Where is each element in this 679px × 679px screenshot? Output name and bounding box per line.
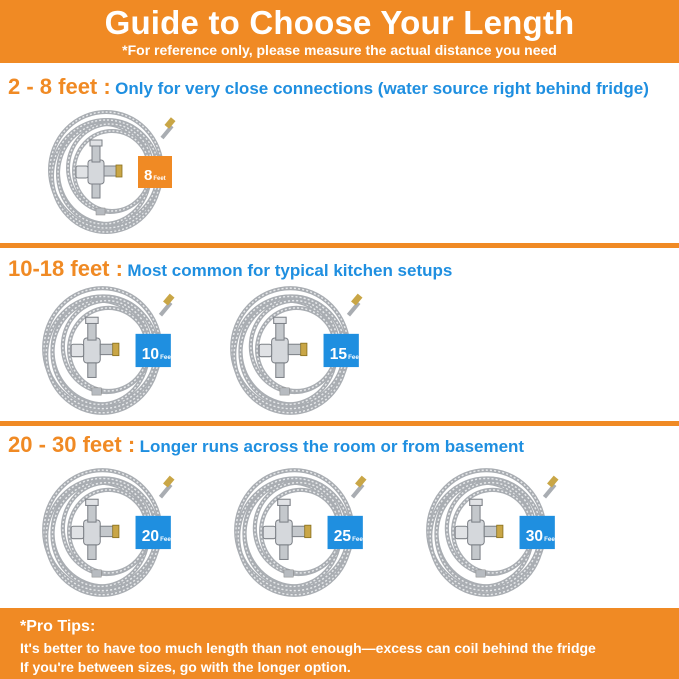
length-unit: Feet <box>352 535 365 543</box>
length-unit: Feet <box>153 176 166 182</box>
braided-hose-coil-icon <box>232 466 367 601</box>
tee-valve-icon <box>76 140 122 198</box>
tee-valve-icon <box>71 317 119 377</box>
section-heading-20-30 <box>8 432 524 458</box>
length-tag <box>136 334 173 367</box>
tee-valve-icon <box>263 499 311 559</box>
length-value: 8 <box>144 167 153 184</box>
length-tag <box>136 516 173 549</box>
length-value: 20 <box>141 527 160 545</box>
length-tag <box>520 516 557 549</box>
length-unit: Feet <box>544 535 557 543</box>
length-value: 25 <box>333 527 352 545</box>
length-tag <box>324 334 361 367</box>
length-unit: Feet <box>160 535 173 543</box>
length-value: 15 <box>329 345 348 363</box>
length-unit: Feet <box>160 353 173 361</box>
braided-hose-coil-icon <box>40 284 175 419</box>
braided-hose-coil-icon <box>228 284 363 419</box>
section-description: Most common for typical kitchen setups <box>127 261 453 280</box>
section-range: 2 - 8 feet : <box>8 74 111 99</box>
section-description: Only for very close connections (water source right behind fridge) <box>115 79 649 98</box>
page-subtitle: *For reference only, please measure the actual distance you need <box>122 42 557 58</box>
tee-valve-icon <box>71 499 119 559</box>
tee-valve-icon <box>259 317 307 377</box>
length-tag <box>328 516 365 549</box>
pro-tips-title: *Pro Tips: <box>20 618 96 635</box>
section-heading-10-18 <box>8 256 452 282</box>
length-value: 30 <box>525 527 544 545</box>
pro-tip: It's better to have too much length than not enough—excess can coil behind the fridge <box>20 640 596 656</box>
tee-valve-icon <box>455 499 503 559</box>
length-unit: Feet <box>348 353 361 361</box>
page-title: Guide to Choose Your Length <box>104 4 575 41</box>
length-value: 10 <box>141 345 160 363</box>
section-divider <box>0 243 679 248</box>
braided-hose-coil-icon <box>46 108 176 238</box>
pro-tips-banner <box>0 608 679 679</box>
pro-tip: If you're between sizes, go with the longer option. <box>20 659 351 675</box>
braided-hose-coil-icon <box>424 466 559 601</box>
header-banner <box>0 0 679 63</box>
length-tag <box>138 156 172 188</box>
section-heading-2-8 <box>8 74 649 100</box>
section-range: 10-18 feet : <box>8 256 123 281</box>
section-range: 20 - 30 feet : <box>8 432 136 457</box>
section-description: Longer runs across the room or from basement <box>139 437 525 456</box>
braided-hose-coil-icon <box>40 466 175 601</box>
section-divider <box>0 421 679 426</box>
